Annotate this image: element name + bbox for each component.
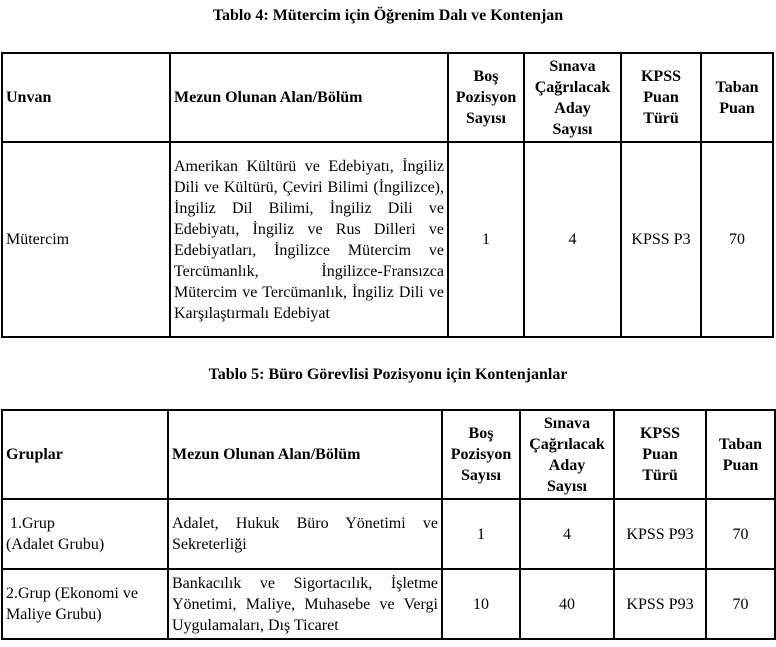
cell-bos-pozisyon: 1	[448, 142, 524, 337]
cell-bos-pozisyon: 10	[442, 569, 520, 639]
table5-header-row	[2, 410, 775, 499]
table4-caption: Tablo 4: Mütercim için Öğrenim Dalı ve Kontenjan	[212, 7, 564, 24]
cell-taban-puan: 70	[701, 142, 773, 337]
cell-grup: 2.Grup (Ekonomi ve Maliye Grubu)	[2, 569, 168, 639]
table-row	[2, 142, 773, 337]
table5	[1, 409, 776, 640]
cell-bos-pozisyon: 1	[442, 499, 520, 569]
table4-header-row	[2, 53, 773, 142]
header-kpss-puan-turu: KPSS Puan Türü	[614, 410, 706, 499]
cell-alan: Bankacılık ve Sigortacılık, İşletme Yönetimi, Maliye, Muhasebe ve Vergi Uygulamaları, Dış Ticaret	[168, 569, 442, 639]
cell-cagrilacak-aday: 4	[524, 142, 621, 337]
cell-cagrilacak-aday: 4	[520, 499, 614, 569]
header-unvan: Unvan	[2, 53, 170, 142]
header-bos-pozisyon: Boş Pozisyon Sayısı	[448, 53, 524, 142]
header-bos-pozisyon: Boş Pozisyon Sayısı	[442, 410, 520, 499]
table5-caption: Tablo 5: Büro Görevlisi Pozisyonu için Kontenjanlar	[208, 366, 568, 383]
cell-kpss-puan-turu: KPSS P93	[614, 569, 706, 639]
cell-alan: Adalet, Hukuk Büro Yönetimi ve Sekreterliği	[168, 499, 442, 569]
cell-kpss-puan-turu: KPSS P3	[621, 142, 701, 337]
header-kpss-puan-turu: KPSS Puan Türü	[621, 53, 701, 142]
cell-taban-puan: 70	[706, 499, 775, 569]
cell-alan: Amerikan Kültürü ve Edebiyatı, İngiliz Dili ve Kültürü, Çeviri Bilimi (İngilizce), İngiliz Dil Bilimi, İngiliz Dili ve Edebiyatı, İngiliz ve Rus Dilleri ve Edebiyatları, İngilizce Mütercim ve Tercümanlık, İngilizce-Fransızca Mütercim ve Tercümanlık, İngiliz Dili ve Karşılaştırmalı Edebiyat	[170, 142, 448, 337]
header-gruplar: Gruplar	[2, 410, 168, 499]
header-cagrilacak-aday: Sınava Çağrılacak Aday Sayısı	[520, 410, 614, 499]
cell-unvan: Mütercim	[2, 142, 170, 337]
cell-cagrilacak-aday: 40	[520, 569, 614, 639]
table-row	[2, 499, 775, 569]
cell-grup: 1.Grup (Adalet Grubu)	[2, 499, 168, 569]
header-cagrilacak-aday: Sınava Çağrılacak Aday Sayısı	[524, 53, 621, 142]
table-row	[2, 569, 775, 639]
header-alan: Mezun Olunan Alan/Bölüm	[168, 410, 442, 499]
header-taban-puan: Taban Puan	[701, 53, 773, 142]
table4	[1, 52, 774, 338]
cell-kpss-puan-turu: KPSS P93	[614, 499, 706, 569]
header-taban-puan: Taban Puan	[706, 410, 775, 499]
cell-taban-puan: 70	[706, 569, 775, 639]
header-alan: Mezun Olunan Alan/Bölüm	[170, 53, 448, 142]
